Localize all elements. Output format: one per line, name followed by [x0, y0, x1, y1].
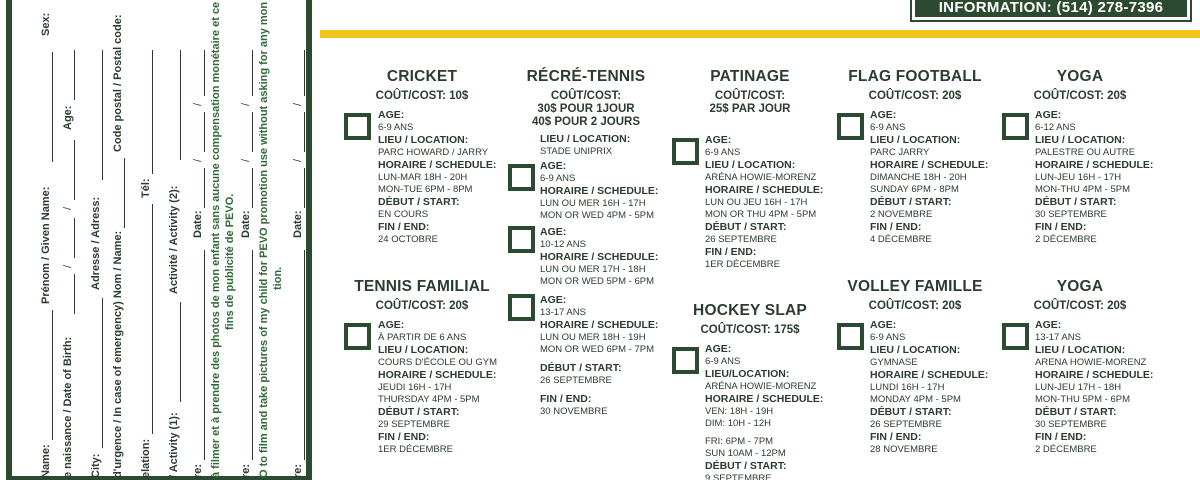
schedule-value: LUN-JEU 17H - 18H	[1035, 382, 1122, 393]
schedule-value: MON OR WED 6PM - 7PM	[540, 344, 655, 355]
age-value: 6-9 ANS	[540, 173, 576, 184]
location-value: STADE UNIPRIX	[540, 146, 613, 157]
activity-volley-famille	[829, 278, 1001, 456]
schedule-value: MON-TUE 6PM - 8PM	[378, 184, 473, 195]
schedule-value: SUNDAY 6PM - 8PM	[870, 184, 959, 195]
activity-cost: COÛT/COST: 20$	[1033, 90, 1127, 102]
location-value: GYMNASE	[870, 357, 918, 368]
end-value: 1ER DÉCEMBRE	[705, 259, 780, 270]
relation-label: elation:	[140, 438, 152, 478]
activity-patinage	[664, 68, 836, 271]
end-label: FIN / END:	[540, 393, 592, 405]
yoga-13-17-checkbox[interactable]	[1002, 323, 1029, 350]
schedule-value: LUN-MAR 18H - 20H	[378, 172, 468, 183]
schedule-value: VEN: 18H - 19H	[705, 406, 774, 417]
date-day-field[interactable]	[252, 168, 253, 208]
emergency-name-field[interactable]	[124, 158, 125, 228]
start-label: DÉBUT / START:	[378, 196, 460, 208]
activity-cost-2days: 40$ POUR 2 JOURS	[531, 116, 640, 128]
recre-tennis-10-12-checkbox[interactable]	[508, 226, 535, 253]
schedule-label: HORAIRE / SCHEDULE:	[870, 159, 989, 171]
age-value: 13-17 ANS	[540, 307, 586, 318]
schedule-value: JEUDI 16H - 17H	[378, 382, 452, 393]
start-label: DÉBUT / START:	[705, 221, 787, 233]
patinage-checkbox[interactable]	[672, 138, 699, 165]
photo-consent-fr-line2: fins de publicité de PEVO.	[224, 193, 236, 330]
slash: /	[292, 158, 304, 162]
location-value: COURS D'ÉCOLE OU GYM	[378, 357, 497, 368]
hockey-slap-checkbox[interactable]	[672, 347, 699, 374]
slash: /	[240, 158, 252, 162]
recre-tennis-13-17-checkbox[interactable]	[508, 294, 535, 321]
birth-date-label: e naissance / Date of Birth:	[62, 336, 74, 478]
location-label: LIEU / LOCATION:	[378, 344, 469, 356]
schedule-value: THURSDAY 4PM - 5PM	[378, 394, 480, 405]
phone-field[interactable]	[152, 50, 153, 174]
age-value: 6-9 ANS	[705, 356, 741, 367]
schedule-value: LUN-JEU 16H - 17H	[1035, 172, 1122, 183]
age-label: AGE:	[870, 319, 897, 331]
form-rotated-content	[0, 0, 318, 480]
date-day-field[interactable]	[204, 168, 205, 208]
age-field[interactable]	[74, 50, 75, 100]
date-label: Date:	[240, 210, 252, 238]
activity-cost: COÛT/COST: 20$	[868, 300, 962, 312]
schedule-value: MON OR THU 4PM - 5PM	[705, 209, 817, 220]
age-label: AGE:	[378, 319, 405, 331]
location-label: LIEU / LOCATION:	[705, 159, 796, 171]
end-label: FIN / END:	[705, 246, 757, 258]
tennis-familial-checkbox[interactable]	[344, 323, 371, 350]
name-label: Name:	[40, 444, 52, 478]
age-label: AGE:	[1035, 319, 1062, 331]
registration-form	[0, 0, 318, 480]
age-value: 6-9 ANS	[705, 147, 741, 158]
age-label: AGE:	[540, 226, 567, 238]
date-year-field[interactable]	[204, 50, 205, 96]
schedule-value: FRI: 6PM - 7PM	[705, 436, 774, 447]
schedule-value: DIM: 10H - 12H	[705, 418, 771, 429]
start-value: 30 SEPTEMBRE	[1035, 419, 1107, 430]
schedule-label: HORAIRE / SCHEDULE:	[1035, 369, 1154, 381]
date-month-field[interactable]	[304, 112, 305, 152]
activity-title: HOCKEY SLAP	[693, 302, 807, 319]
birth-year-field[interactable]	[74, 140, 75, 200]
activity-cost: COÛT/COST: 10$	[375, 90, 469, 102]
activity-cost-1day: 30$ POUR 1JOUR	[537, 103, 635, 115]
activity-cost: COÛT/COST:	[714, 90, 786, 102]
start-value: 9 SEPTEMBRE	[705, 473, 772, 480]
activity-title: PATINAGE	[710, 68, 790, 85]
start-value: 26 SEPTEMBRE	[870, 419, 942, 430]
recre-tennis-6-9-checkbox[interactable]	[508, 164, 535, 191]
activity-2-field[interactable]	[180, 50, 181, 160]
schedule-value: LUN OU JEU 16H - 17H	[705, 197, 808, 208]
postal-code-label: Code postal / Postal code:	[112, 14, 124, 152]
location-label: LIEU / LOCATION:	[870, 344, 961, 356]
address-label: Adresse / Adress:	[90, 196, 102, 290]
activity-cost: COÛT/COST: 20$	[868, 90, 962, 102]
activity-cost: COÛT/COST: 175$	[700, 324, 800, 336]
given-name-label: Prénom / Given Name:	[40, 186, 52, 304]
age-value: À PARTIR DE 6 ANS	[378, 332, 467, 343]
end-value: 24 OCTOBRE	[378, 234, 439, 245]
signature-field[interactable]	[252, 250, 253, 460]
phone-label: Tél:	[140, 178, 152, 198]
location-value: PARC HOWARD / JARRY	[378, 147, 489, 158]
end-label: FIN / END:	[1035, 431, 1087, 443]
emergency-name-label: d'urgence / In case of emergency) Nom / Name:	[112, 230, 124, 478]
age-label: AGE:	[705, 343, 732, 355]
yoga-6-12-checkbox[interactable]	[1002, 113, 1029, 140]
start-label: DÉBUT / START:	[870, 196, 952, 208]
signature-field[interactable]	[204, 250, 205, 460]
end-value: 2 DÉCEMBRE	[1035, 444, 1097, 455]
schedule-label: HORAIRE / SCHEDULE:	[705, 393, 824, 405]
age-label: AGE:	[540, 160, 567, 172]
date-day-field[interactable]	[304, 168, 305, 208]
start-value: 26 SEPTEMBRE	[540, 375, 612, 386]
age-label: AGE:	[870, 109, 897, 121]
activity-yoga-13-17	[994, 278, 1166, 456]
start-label: DÉBUT / START:	[1035, 406, 1117, 418]
location-value: ARÉNA HOWIE-MORENZ	[705, 381, 817, 392]
signature-label: re:	[292, 463, 304, 478]
age-value: 13-17 ANS	[1035, 332, 1081, 343]
schedule-label: HORAIRE / SCHEDULE:	[378, 369, 497, 381]
schedule-label: HORAIRE / SCHEDULE:	[705, 184, 824, 196]
photo-consent-en-line1: O to film and take pictures of my child for PEVO promotion use without asking for any mon	[258, 1, 270, 478]
volley-famille-checkbox[interactable]	[837, 323, 864, 350]
end-value: 28 NOVEMBRE	[870, 444, 938, 455]
slash: /	[292, 102, 304, 106]
slash: /	[62, 264, 74, 268]
location-label: LIEU / LOCATION:	[1035, 344, 1126, 356]
information-phone: INFORMATION: (514) 278-7396	[938, 0, 1164, 16]
schedule-value: MON OR WED 5PM - 6PM	[540, 276, 655, 287]
start-label: DÉBUT / START:	[870, 406, 952, 418]
sex-label: Sex:	[40, 12, 52, 36]
age-label: AGE:	[1035, 109, 1062, 121]
schedule-value: LUN OU MER 16H - 17H	[540, 198, 646, 209]
schedule-label: HORAIRE / SCHEDULE:	[1035, 159, 1154, 171]
slash: /	[192, 102, 204, 106]
signature-label: re:	[192, 463, 204, 478]
schedule-value: DIMANCHE 18H - 20H	[870, 172, 967, 183]
address-field[interactable]	[102, 50, 103, 180]
slash: /	[192, 158, 204, 162]
activity-title: RÉCRÉ-TENNIS	[526, 68, 646, 85]
cricket-checkbox[interactable]	[344, 113, 371, 140]
schedule-label: HORAIRE / SCHEDULE:	[870, 369, 989, 381]
activity-yoga-6-12	[994, 68, 1166, 246]
signature-label: re:	[240, 463, 252, 478]
date-label: Date:	[192, 210, 204, 238]
date-month-field[interactable]	[252, 112, 253, 152]
date-year-field[interactable]	[304, 50, 305, 96]
slash: /	[240, 102, 252, 106]
start-label: DÉBUT / START:	[378, 406, 460, 418]
schedule-value: MON OR WED 4PM - 5PM	[540, 210, 655, 221]
schedule-label: HORAIRE / SCHEDULE:	[540, 319, 659, 331]
location-value: PARC JARRY	[870, 147, 930, 158]
age-value: 6-9 ANS	[870, 332, 906, 343]
schedule-value: MONDAY 4PM - 5PM	[870, 394, 961, 405]
yellow-divider	[320, 30, 1200, 38]
age-value: 6-9 ANS	[378, 122, 414, 133]
schedule-label: HORAIRE / SCHEDULE:	[378, 159, 497, 171]
relation-field[interactable]	[152, 204, 153, 434]
activity-cost: COÛT/COST: 20$	[375, 300, 469, 312]
activity-1-field[interactable]	[180, 302, 181, 402]
activity-cost-per-day: 25$ PAR JOUR	[709, 103, 791, 115]
photo-consent-en-line2: tion.	[272, 266, 284, 290]
location-label: LIEU / LOCATION:	[378, 134, 469, 146]
activity-flag-football	[829, 68, 1001, 246]
activity-1-label: / Activity (1):	[168, 412, 180, 478]
location-value: ARENA HOWIE-MORENZ	[1035, 357, 1147, 368]
start-label: DÉBUT / START:	[1035, 196, 1117, 208]
schedule-value: LUN OU MER 17H - 18H	[540, 264, 646, 275]
schedule-label: HORAIRE / SCHEDULE:	[540, 185, 659, 197]
birth-month-field[interactable]	[74, 218, 75, 258]
age-label: AGE:	[705, 134, 732, 146]
activity-cricket	[336, 68, 508, 246]
activity-title: VOLLEY FAMILLE	[847, 278, 983, 295]
location-label: LIEU/LOCATION:	[705, 368, 790, 380]
end-value: 2 DÉCEMBRE	[1035, 234, 1097, 245]
schedule-value: LUN OU MER 18H - 19H	[540, 332, 646, 343]
start-value: 30 SEPTEMBRE	[1035, 209, 1107, 220]
start-value: 26 SEPTEMBRE	[705, 234, 777, 245]
start-value: 2 NOVEMBRE	[870, 209, 933, 220]
age-label: Age:	[62, 105, 74, 130]
age-value: 6-9 ANS	[870, 122, 906, 133]
schedule-value: MON-THU 4PM - 5PM	[1035, 184, 1130, 195]
schedule-value: LUNDI 16H - 17H	[870, 382, 945, 393]
activity-hockey-slap	[664, 302, 836, 480]
end-label: FIN / END:	[378, 221, 430, 233]
start-value: EN COURS	[378, 209, 429, 220]
birth-day-field[interactable]	[74, 274, 75, 314]
name-field[interactable]	[52, 310, 53, 440]
end-label: FIN / END:	[870, 431, 922, 443]
activity-cost: COÛT/COST:	[550, 90, 622, 102]
schedule-label: HORAIRE / SCHEDULE:	[540, 251, 659, 263]
start-label: DÉBUT / START:	[705, 460, 787, 472]
activity-tennis-familial	[336, 278, 508, 456]
signature-field[interactable]	[304, 250, 305, 460]
end-value: 30 NOVEMBRE	[540, 406, 608, 417]
activity-title: CRICKET	[386, 68, 458, 85]
slash: /	[62, 206, 74, 210]
age-value: 6-12 ANS	[1035, 122, 1076, 133]
date-label: Date:	[292, 210, 304, 238]
activity-recre-tennis	[500, 68, 672, 418]
end-value: 4 DÉCEMBRE	[870, 234, 932, 245]
information-banner	[912, 0, 1190, 20]
activity-2-label: Activité / Activity (2):	[168, 185, 180, 294]
end-label: FIN / END:	[1035, 221, 1087, 233]
date-month-field[interactable]	[204, 112, 205, 152]
age-value: 10-12 ANS	[540, 239, 586, 250]
end-label: FIN / END:	[378, 431, 430, 443]
photo-consent-fr-line1: à filmer et à prendre des photos de mon enfant sans aucune compensation monétaire et ce	[210, 1, 222, 478]
activity-title: FLAG FOOTBALL	[848, 68, 982, 85]
flag-football-checkbox[interactable]	[837, 113, 864, 140]
location-label: LIEU / LOCATION:	[870, 134, 961, 146]
location-label: LIEU / LOCATION:	[1035, 134, 1126, 146]
schedule-value: MON-THU 5PM - 6PM	[1035, 394, 1130, 405]
activity-title: TENNIS FAMILIAL	[354, 278, 490, 295]
location-value: PALESTRE OU AUTRE	[1035, 147, 1136, 158]
start-value: 29 SEPTEMBRE	[378, 419, 450, 430]
age-label: AGE:	[378, 109, 405, 121]
age-label: AGE:	[540, 294, 567, 306]
activity-title: YOGA	[1056, 278, 1104, 295]
activity-title: YOGA	[1056, 68, 1104, 85]
schedule-value: SUN 10AM - 12PM	[705, 448, 786, 459]
given-name-field[interactable]	[52, 52, 53, 162]
location-label: LIEU / LOCATION:	[540, 133, 631, 145]
city-label: City:	[90, 453, 102, 478]
city-field[interactable]	[102, 298, 103, 448]
activity-cost: COÛT/COST: 20$	[1033, 300, 1127, 312]
end-label: FIN / END:	[870, 221, 922, 233]
start-label: DÉBUT / START:	[540, 362, 622, 374]
end-value: 1ER DÉCEMBRE	[378, 444, 453, 455]
location-value: ARÉNA HOWIE-MORENZ	[705, 172, 817, 183]
date-year-field[interactable]	[252, 50, 253, 96]
